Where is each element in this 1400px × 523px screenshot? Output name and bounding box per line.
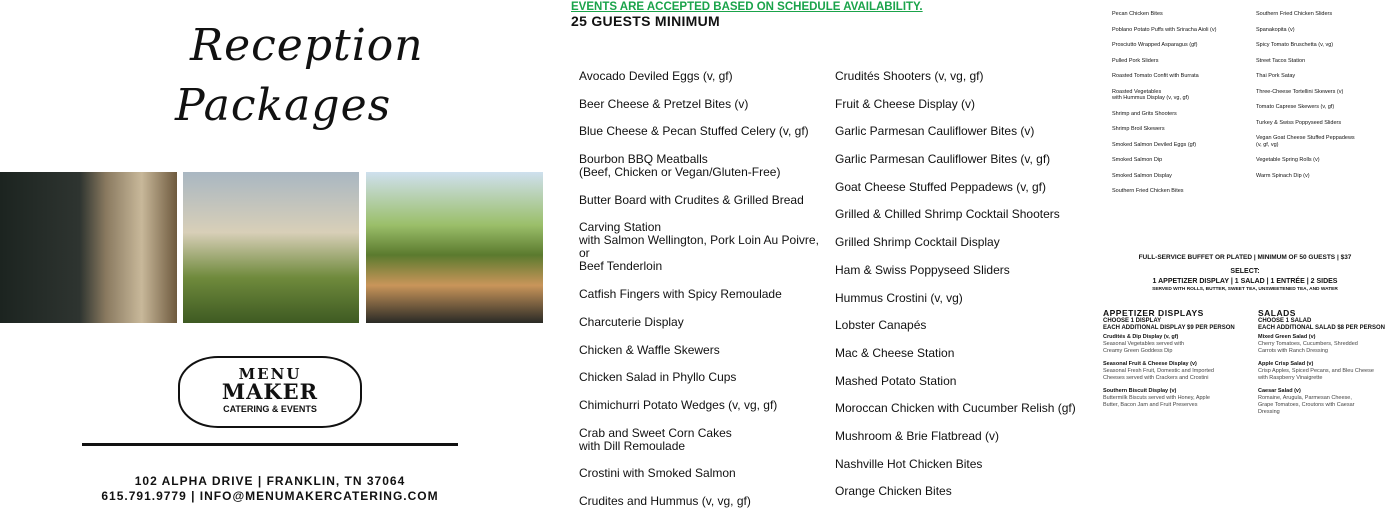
- menu-item: Fruit & Cheese Display (v): [835, 96, 976, 111]
- logo-line-2: MAKER: [221, 379, 319, 404]
- menu-item: Prosciutto Wrapped Asparagus (gf): [1112, 42, 1198, 48]
- photo-chalkboard-buffet: [0, 172, 177, 323]
- menu-item: Southern Fried Chicken Bites: [1112, 188, 1184, 194]
- guest-minimum: 25 GUESTS MINIMUM: [571, 13, 721, 29]
- menu-item: Avocado Deviled Eggs (v, gf): [579, 69, 733, 83]
- menu-item: Beer Cheese & Pretzel Bites (v): [579, 96, 749, 111]
- menu-item: Smoked Salmon Dip: [1112, 157, 1163, 163]
- menu-item: Catfish Fingers with Spicy Remoulade: [579, 287, 782, 302]
- menu-item: Mushroom & Brie Flatbread (v): [835, 428, 1000, 443]
- menu-item: Blue Cheese & Pecan Stuffed Celery (v, gf): [579, 124, 809, 139]
- menu-item: Grilled & Chilled Shrimp Cocktail Shooters: [835, 207, 1060, 222]
- appetizer-title: APPETIZER DISPLAYS: [1103, 308, 1204, 318]
- select-items: 1 APPETIZER DISPLAY | 1 SALAD | 1 ENTRÉE | 2 SIDES: [1152, 278, 1338, 285]
- menu-maker-logo: [178, 356, 362, 428]
- phone-email: 615.791.9779 | INFO@MENUMAKERCATERING.COM: [101, 489, 439, 503]
- menu-item: Tomato Caprese Skewers (v, gf): [1256, 104, 1335, 110]
- menu-item: Goat Cheese Stuffed Peppadews (v, gf): [835, 179, 1047, 194]
- appetizer-note-1: CHOOSE 1 DISPLAY: [1103, 318, 1162, 324]
- menu-item: Ham & Swiss Poppyseed Sliders: [835, 262, 1010, 277]
- logo-line-1: MENU: [238, 365, 302, 383]
- photo-menu-sign-greenery: [183, 172, 359, 323]
- salads-note-1: CHOOSE 1 SALAD: [1258, 318, 1312, 324]
- option-description: Romaine, Arugula, Parmesan Cheese, Grape Tomatoes, Croutons with Caesar Dressing: [1258, 395, 1355, 415]
- address: 102 ALPHA DRIVE | FRANKLIN, TN 37064: [134, 474, 406, 488]
- menu-item: Smoked Salmon Deviled Eggs (gf): [1112, 141, 1197, 148]
- menu-item: Grilled Shrimp Cocktail Display: [835, 235, 1000, 250]
- menu-item: Chicken Salad in Phyllo Cups: [579, 370, 737, 385]
- buffet-header: FULL-SERVICE BUFFET OR PLATED | MINIMUM OF 50 GUESTS | $37: [1138, 254, 1352, 261]
- menu-item: Smoked Salmon Display: [1112, 172, 1172, 179]
- package-option: [1258, 334, 1398, 355]
- menu-item: Warm Spinach Dip (v): [1256, 172, 1310, 179]
- menu-item: Crab and Sweet Corn Cakes with Dill Remoulade: [579, 425, 732, 453]
- package-option: [1103, 334, 1253, 355]
- menu-item: Mashed Potato Station: [835, 373, 957, 388]
- menu-column-2: [835, 70, 1085, 513]
- menu-item: Orange Chicken Bites: [835, 484, 952, 499]
- menu-item: Nashville Hot Chicken Bites: [835, 456, 983, 471]
- menu-item: Carving Station with Salmon Wellington, Pork Loin Au Poivre, or Beef Tenderloin: [579, 220, 819, 274]
- option-description: Cherry Tomatoes, Cucumbers, Shredded Carrots with Ranch Dressing: [1258, 341, 1358, 354]
- menu-item: Roasted Vegetables with Hummus Display (v, vg, gf): [1112, 88, 1189, 101]
- menu-item: Vegan Goat Cheese Stuffed Peppadews (v, gf, vg): [1256, 135, 1355, 148]
- menu-item: Roasted Tomato Confit with Burrata: [1112, 73, 1199, 79]
- menu-item: Three-Cheese Tortellini Skewers (v): [1256, 88, 1344, 95]
- menu-column-3: [1112, 11, 1252, 204]
- divider: [82, 443, 458, 446]
- salads-section: [1258, 308, 1398, 422]
- menu-item: Spicy Tomato Bruschetta (v, vg): [1256, 42, 1334, 48]
- option-description: Buttermilk Biscuts served with Honey, Apple Butter, Bacon Jam and Fruit Preserves: [1103, 395, 1210, 408]
- option-name: Caesar Salad (v): [1258, 388, 1301, 394]
- option-name: Seasonal Fruit & Cheese Display (v): [1103, 361, 1197, 367]
- menu-item: Chimichurri Potato Wedges (v, vg, gf): [579, 397, 778, 412]
- package-option: [1103, 361, 1253, 382]
- menu-item: Pecan Chicken Bites: [1112, 11, 1163, 17]
- appetizer-displays-section: [1103, 308, 1253, 415]
- menu-item: Garlic Parmesan Cauliflower Bites (v): [835, 124, 1035, 139]
- menu-item: Bourbon BBQ Meatballs (Beef, Chicken or Vegan/Gluten-Free): [579, 152, 781, 180]
- package-option: [1258, 388, 1398, 416]
- menu-item: Southern Fried Chicken Sliders: [1256, 11, 1333, 17]
- menu-item: Vegetable Spring Rolls (v): [1256, 157, 1320, 163]
- menu-item: Thai Pork Satay: [1256, 73, 1296, 79]
- menu-item: Moroccan Chicken with Cucumber Relish (gf): [835, 401, 1076, 416]
- menu-column-4: [1256, 11, 1396, 188]
- menu-column-1: [579, 70, 829, 523]
- menu-item: Poblano Potato Puffs with Sriracha Aioli (v): [1112, 26, 1217, 33]
- menu-item: Hummus Crostini (v, vg): [835, 290, 963, 305]
- menu-item: Crostini with Smoked Salmon: [579, 466, 736, 481]
- option-description: Seasonal Vegetables served with Creamy Green Goddess Dip: [1103, 341, 1185, 354]
- menu-item: Butter Board with Crudites & Grilled Bread: [579, 192, 804, 207]
- menu-item: Charcuterie Display: [579, 314, 684, 329]
- menu-item: Turkey & Swiss Poppyseed Sliders: [1256, 119, 1342, 126]
- menu-item: Spanakopita (v): [1256, 26, 1295, 33]
- appetizer-note-2: EACH ADDITIONAL DISPLAY $9 PER PERSON: [1103, 324, 1235, 331]
- menu-item: Street Tacos Station: [1256, 57, 1306, 64]
- availability-notice: EVENTS ARE ACCEPTED BASED ON SCHEDULE AVAILABILITY.: [571, 1, 923, 13]
- option-name: Apple Crisp Salad (v): [1258, 361, 1314, 367]
- menu-item: Garlic Parmesan Cauliflower Bites (v, gf): [835, 152, 1051, 167]
- option-description: Seasonal Fresh Fruit, Domestic and Imported Cheeses served with Crackers and Crostini: [1103, 368, 1214, 381]
- menu-item: Lobster Canapés: [835, 318, 927, 333]
- option-description: Crisp Apples, Spiced Pecans, and Bleu Cheese with Raspberry Vinaigrette: [1258, 368, 1374, 381]
- title-line-2: Packages: [175, 80, 392, 131]
- salads-note-2: EACH ADDITIONAL SALAD $8 PER PERSON: [1258, 324, 1386, 331]
- salads-title: SALADS: [1258, 308, 1296, 318]
- select-label: SELECT:: [1230, 268, 1260, 275]
- menu-item: Crudités Shooters (v, vg, gf): [835, 69, 984, 83]
- option-name: Crudités & Dip Display (v, gf): [1103, 334, 1179, 340]
- menu-item: Mac & Cheese Station: [835, 345, 955, 360]
- option-name: Mixed Green Salad (v): [1258, 334, 1316, 340]
- menu-item: Crudites and Hummus (v, vg, gf): [579, 493, 751, 508]
- menu-item: Shrimp Broil Skewers: [1112, 126, 1165, 132]
- title-line-1: Reception: [190, 20, 424, 71]
- menu-item: Pulled Pork Sliders: [1112, 57, 1159, 64]
- logo-line-3: CATERING & EVENTS: [223, 404, 317, 414]
- served-with: SERVED WITH ROLLS, BUTTER, SWEET TEA, UNSWEETENED TEA, AND WATER: [1152, 287, 1338, 292]
- menu-item: Chicken & Waffle Skewers: [579, 342, 720, 357]
- package-option: [1258, 361, 1398, 382]
- package-option: [1103, 388, 1253, 409]
- menu-item: Shrimp and Grits Shooters: [1112, 110, 1177, 117]
- option-name: Southern Biscuit Display (v): [1103, 388, 1177, 394]
- photo-outdoor-sliders: [366, 172, 543, 323]
